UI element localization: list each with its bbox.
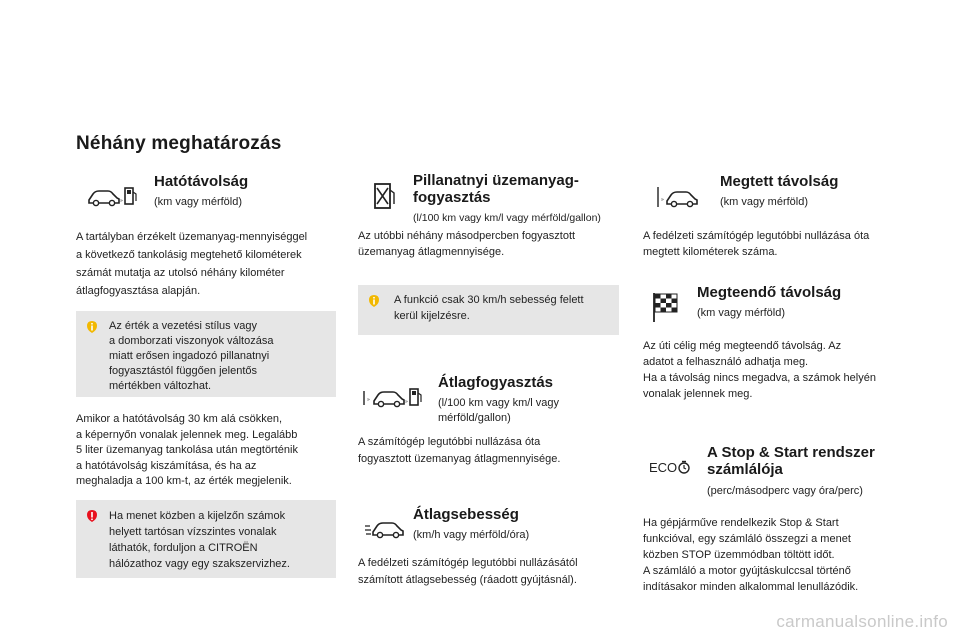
svg-text:»: » <box>120 198 123 204</box>
car-speed-icon <box>364 517 406 546</box>
page-title: Néhány meghatározás <box>76 133 282 154</box>
avg-consumption-title: Átlagfogyasztás <box>438 374 554 391</box>
eco-timer-icon <box>649 458 691 481</box>
avg-consumption-body: A számítógép legutóbbi nullázása óta fogyasztott üzemanyag átlagmennyisége. <box>358 436 561 465</box>
avg-speed-title: Átlagsebesség <box>413 506 519 523</box>
instant-consumption-body: Az utóbbi néhány másodpercben fogyasztott üzemanyag átlagmennyisége. <box>358 230 576 258</box>
distance-remaining-body: Az úti célig még megteendő távolság. Az adatot a felhasználó adhatja meg. Ha a távolság nincs megadva, a számok helyén vonalak jelennek meg. <box>643 340 876 400</box>
warning-icon <box>85 509 99 523</box>
checkered-flag-icon <box>652 291 680 328</box>
svg-text:»: » <box>661 197 664 203</box>
distance-travelled-body: A fedélzeti számítógép legutóbbi nullázása óta megtett kilométerek száma. <box>643 230 870 258</box>
watermark: carmanualsonline.info <box>776 612 948 631</box>
range-body-2: Amikor a hatótávolság 30 km alá csökken, a képernyőn vonalak jelennek meg. Legalább 5 liter üzemanyag tankolása után megtörténik a hatótávolság kiszámítása, és ha az meghaladja a 100 km-t, az érték megjelenik. <box>76 413 298 487</box>
instant-consumption-subtitle: (l/100 km vagy km/l vagy mérföld/gallon) <box>413 212 601 224</box>
distance-remaining-title: Megteendő távolság <box>697 284 842 301</box>
warning-note-box: Ha menet közben a kijelzőn számok helyett tartósan vízszintes vonalak láthatók, forduljon a CITROËN hálózathoz vagy egy szakszervizhez. <box>76 500 336 578</box>
range-body: A tartályban érzékelt üzemanyag-mennyiséggel a következő tankolásig megtehető kilométerek számát mutatja az utolsó néhány kilométer átlagfogyasztása alapján. <box>76 231 308 297</box>
car-fuel-pump-icon <box>362 385 426 416</box>
stop-start-subtitle: (perc/másodperc vagy óra/perc) <box>707 485 863 497</box>
svg-text:»: » <box>405 399 408 405</box>
avg-speed-body: A fedélzeti számítógép legutóbbi nullázásától számított átlagsebesség (ráadott gyújtásnál). <box>358 557 578 586</box>
fuel-pump-icon <box>372 180 398 217</box>
range-note-box: Az érték a vezetési stílus vagy a domborzati viszonyok változása miatt erősen ingadozó pillanatnyi fogyasztástól függően jelentős mértékben változhat. <box>76 311 336 397</box>
svg-text:»: » <box>367 397 370 403</box>
distance-remaining-subtitle: (km vagy mérföld) <box>697 307 786 319</box>
info-icon <box>85 320 99 334</box>
car-fuel-pump-icon <box>86 184 138 215</box>
range-title: Hatótávolság <box>154 173 249 190</box>
avg-speed-subtitle: (km/h vagy mérföld/óra) <box>413 529 530 541</box>
distance-travelled-subtitle: (km vagy mérföld) <box>720 196 809 208</box>
instant-note-box: A funkció csak 30 km/h sebesség felett kerül kijelzésre. <box>358 285 619 335</box>
avg-consumption-subtitle: (l/100 km vagy km/l vagy mérföld/gallon) <box>438 397 560 424</box>
flag-car-icon <box>655 185 699 216</box>
stop-start-body: Ha gépjárműve rendelkezik Stop & Start funkcióval, egy számláló összegzi a menet közben STOP üzemmódban töltött időt. A számláló a motor gyújtáskulccsal történő indításakor minden alkalommal lenullázódik. <box>643 517 859 593</box>
range-subtitle: (km vagy mérföld) <box>154 196 243 208</box>
instant-consumption-title: Pillanatnyi üzemanyag- fogyasztás <box>413 172 579 206</box>
distance-travelled-title: Megtett távolság <box>720 173 839 190</box>
svg-text:ECO: ECO <box>649 460 678 475</box>
stop-start-title: A Stop & Start rendszer számlálója <box>707 444 875 478</box>
info-icon <box>367 294 381 308</box>
